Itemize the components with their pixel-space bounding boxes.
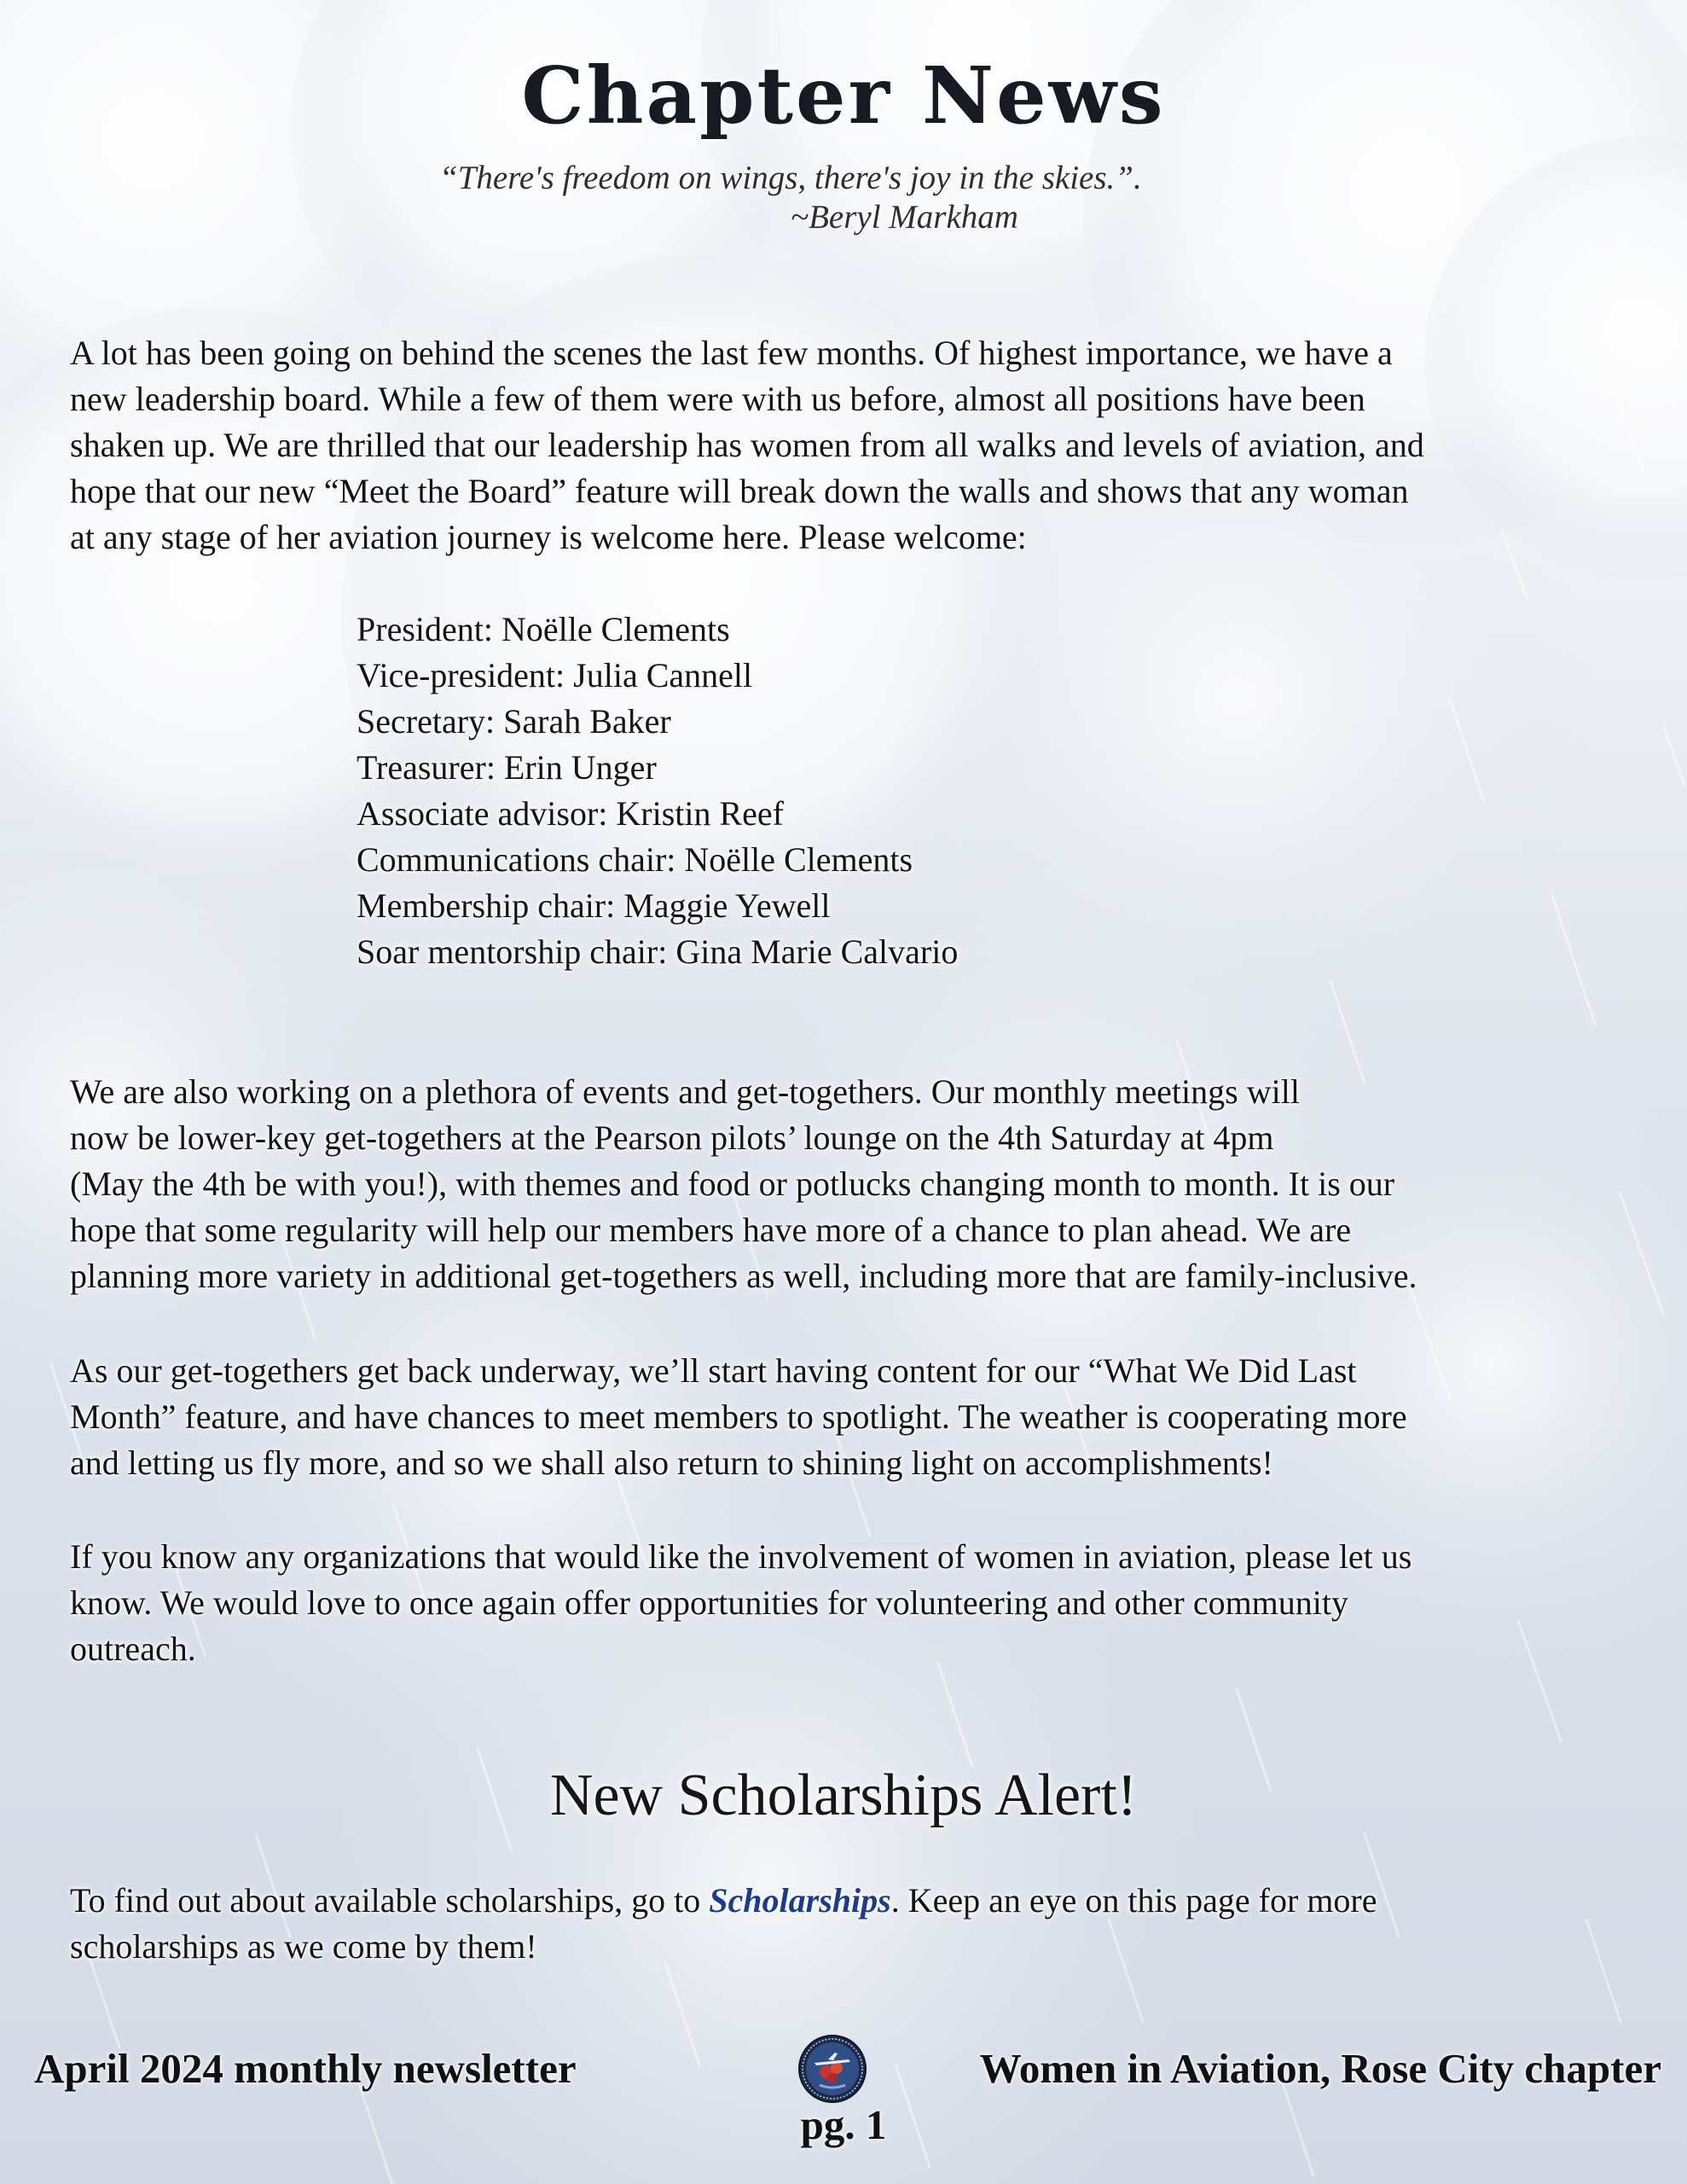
header-quote [439, 159, 1142, 237]
chapter-logo-icon [797, 2034, 867, 2104]
scholarships-text-before: To find out about available scholarships, go to [70, 1881, 710, 1920]
quote-text: “There's freedom on wings, there's joy in the skies.”. [439, 160, 1142, 196]
board-member-treasurer: Treasurer: Erin Unger [357, 748, 657, 787]
scholarships-paragraph [70, 1878, 1639, 1970]
text-line: know. We would love to once again offer opportunities for volunteering and other community [70, 1583, 1349, 1622]
text-line: planning more variety in additional get-togethers as well, including more that are family-inclusive. [70, 1257, 1417, 1295]
text-line: and letting us fly more, and so we shall also return to shining light on accomplishments! [70, 1443, 1273, 1482]
footer-issue-label: April 2024 monthly newsletter [34, 2045, 577, 2092]
text-line: hope that our new “Meet the Board” feature will break down the walls and shows that any woman [70, 472, 1409, 510]
text-line: new leadership board. While a few of them were with us before, almost all positions have been [70, 380, 1365, 418]
text-line: outreach. [70, 1629, 196, 1668]
text-line: scholarships as we come by them! [70, 1927, 537, 1966]
board-member-secretary: Secretary: Sarah Baker [357, 702, 671, 741]
board-member-soar-mentorship-chair: Soar mentorship chair: Gina Marie Calvario [357, 932, 959, 971]
scholarships-text-after: . Keep an eye on this page for more [890, 1881, 1377, 1920]
text-line: We are also working on a plethora of events and get-togethers. Our monthly meetings will [70, 1072, 1300, 1111]
intro-paragraph [70, 330, 1639, 561]
quote-author: ~Beryl Markham [791, 199, 1018, 235]
text-line: (May the 4th be with you!), with themes and food or potlucks changing month to month. It is our [70, 1165, 1395, 1203]
outreach-paragraph [70, 1534, 1639, 1672]
text-line: shaken up. We are thrilled that our leadership has women from all walks and levels of aviation, and [70, 426, 1424, 464]
text-line: If you know any organizations that would like the involvement of women in aviation, please let us [70, 1537, 1412, 1576]
board-member-list [357, 607, 958, 975]
text-line: Month” feature, and have chances to meet members to spotlight. The weather is cooperating more [70, 1397, 1407, 1436]
text-line: at any stage of her aviation journey is welcome here. Please welcome: [70, 518, 1027, 556]
board-member-president: President: Noëlle Clements [357, 610, 730, 648]
board-member-communications-chair: Communications chair: Noëlle Clements [357, 840, 913, 879]
board-member-vice-president: Vice-president: Julia Cannell [357, 656, 753, 694]
text-line: now be lower-key get-togethers at the Pearson pilots’ lounge on the 4th Saturday at 4pm [70, 1118, 1274, 1157]
events-paragraph [70, 1069, 1639, 1299]
scholarships-link[interactable]: Scholarships [709, 1881, 891, 1920]
footer-chapter-name: Women in Aviation, Rose City chapter [979, 2045, 1661, 2092]
board-member-membership-chair: Membership chair: Maggie Yewell [357, 886, 831, 925]
text-line [70, 1878, 1639, 1924]
page-title: Chapter News [521, 49, 1166, 142]
text-line: hope that some regularity will help our members have more of a chance to plan ahead. We are [70, 1211, 1352, 1249]
text-line: A lot has been going on behind the scenes the last few months. Of highest importance, we have a [70, 334, 1393, 372]
scholarships-heading: New Scholarships Alert! [549, 1763, 1138, 1828]
board-member-associate-advisor: Associate advisor: Kristin Reef [357, 794, 784, 833]
text-line: As our get-togethers get back underway, we’ll start having content for our “What We Did Last [70, 1351, 1357, 1390]
page-number: pg. 1 [800, 2101, 887, 2148]
features-paragraph [70, 1348, 1639, 1486]
